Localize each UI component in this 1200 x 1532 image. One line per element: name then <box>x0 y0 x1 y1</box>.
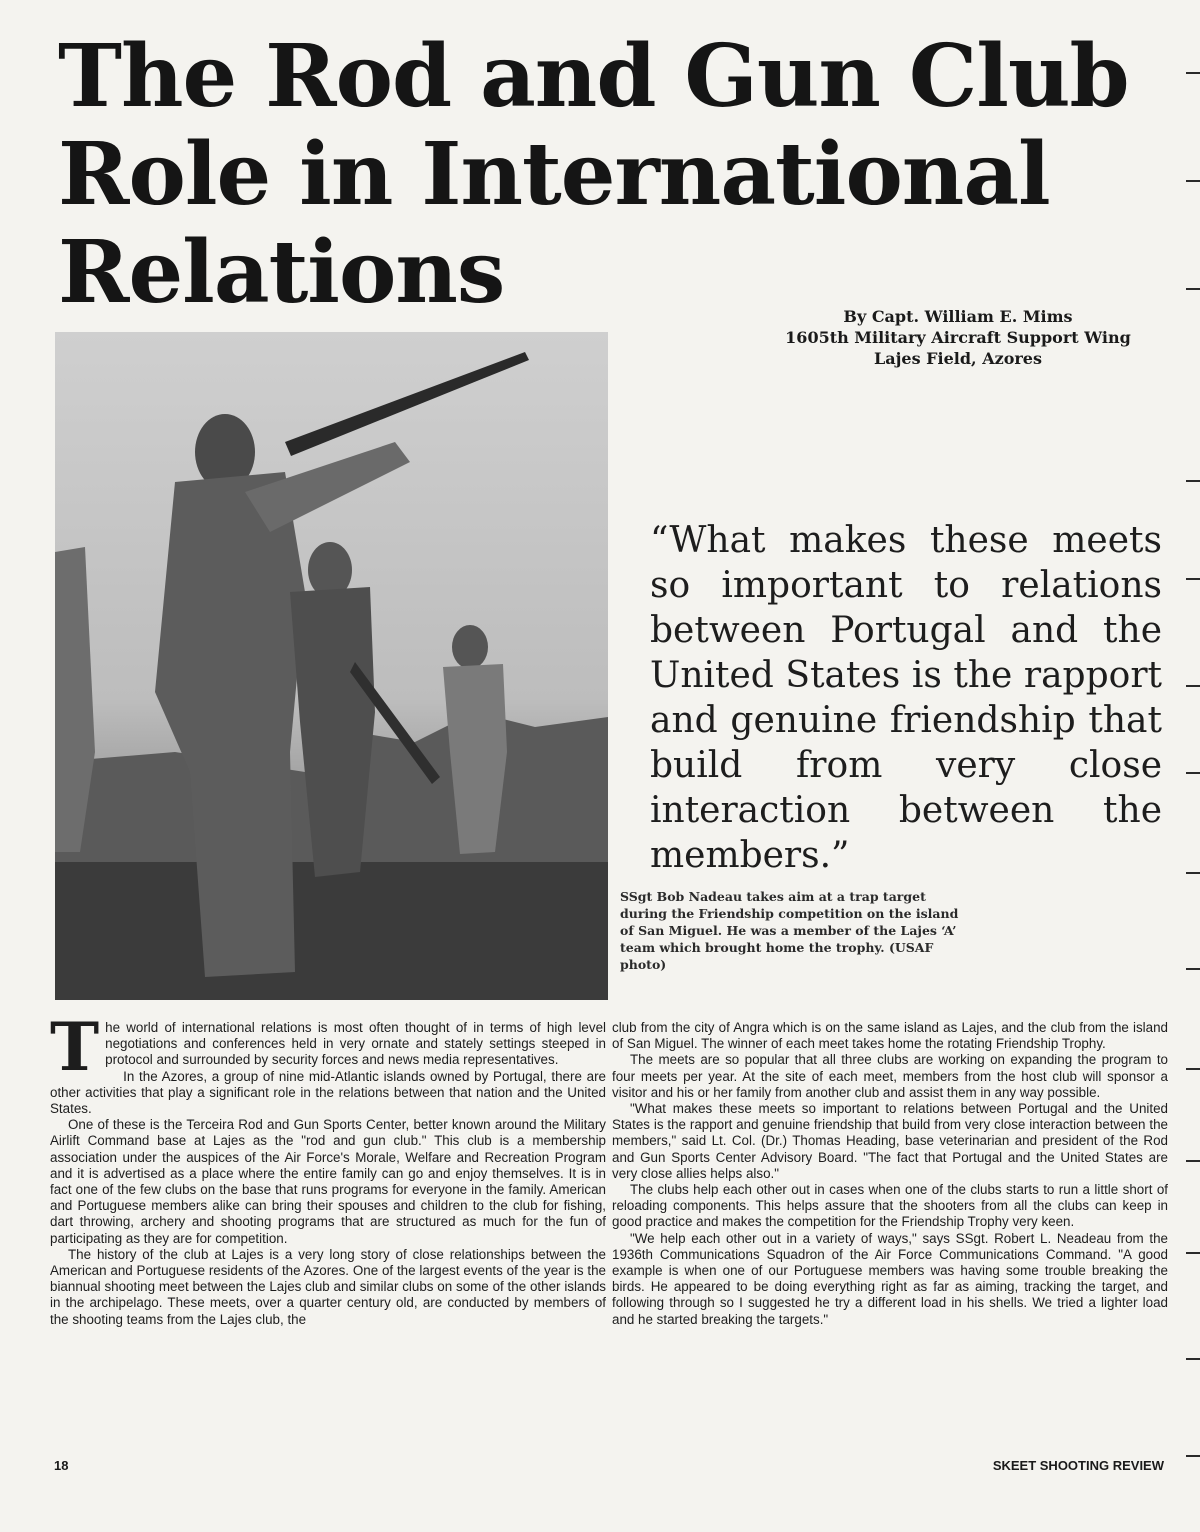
headline-line-3: Relations <box>58 222 505 323</box>
shotgun <box>285 352 529 456</box>
edge-mark <box>1186 1358 1200 1360</box>
body-column-right <box>612 1020 1168 1328</box>
edge-mark <box>1186 72 1200 74</box>
edge-mark <box>1186 1252 1200 1254</box>
byline-unit: 1605th Military Aircraft Support Wing <box>785 328 1131 347</box>
body-paragraph: One of these is the Terceira Rod and Gun Sports Center, better known around the Military Airlift Command base at Lajes as the "rod and gun club." This club is a membership association under the auspices of the Air Force's Morale, Welfare and Recreation Program and it is advertised as a place where the entire family can go and enjoy themselves. It is in fact one of the few clubs on the base that runs programs for everyone in the family. American and Portuguese members alike can bring their spouses and children to the club for fishing, dart throwing, archery and shooting programs that are structured as much for the fun of participating as they are for competition. <box>50 1117 606 1246</box>
third-person-head <box>452 625 488 669</box>
edge-mark <box>1186 578 1200 580</box>
body-paragraph: club from the city of Angra which is on the same island as Lajes, and the club from the island of San Miguel. The winner of each meet takes home the rotating Friendship Trophy. <box>612 1020 1168 1052</box>
body-paragraph: "What makes these meets so important to relations between Portugal and the United States is the rapport and genuine friendship that build from very close interaction between the members," said Lt. Col. (Dr.) Thomas Heading, base veterinarian and president of the Rod and Gun Sports Center Advisory Board. "The fact that Portugal and the United States are very close allies helps also." <box>612 1101 1168 1181</box>
edge-mark <box>1186 872 1200 874</box>
publication-name: SKEET SHOOTING REVIEW <box>992 1458 1164 1473</box>
drop-cap: T <box>50 1008 100 1086</box>
body-paragraph: The clubs help each other out in cases when one of the clubs starts to run a little short of reloading components. This helps assure that the shooters from all the clubs can keep in good practice and makes the competition for the Friendship Trophy very keen. <box>612 1182 1168 1230</box>
edge-mark <box>1186 968 1200 970</box>
edge-mark <box>1186 685 1200 687</box>
body-paragraph: In the Azores, a group of nine mid-Atlantic islands owned by Portugal, there are other activities that play a significant role in the relations between that nation and the United States. <box>50 1068 606 1117</box>
byline-location: Lajes Field, Azores <box>874 349 1042 368</box>
edge-mark <box>1186 180 1200 182</box>
edge-mark <box>1186 1455 1200 1457</box>
page-number: 18 <box>54 1458 69 1473</box>
edge-mark <box>1186 288 1200 290</box>
edge-mark <box>1186 772 1200 774</box>
body-paragraph: The history of the club at Lajes is a very long story of close relationships between the American and Portuguese residents of the Azores. One of the largest events of the year is the biannual shooting meet between the Lajes club and similar clubs on some of the other islands in the archipelago. These meets, over a quarter century old, are conducted by members of the shooting teams from the Lajes club, the <box>50 1246 606 1327</box>
edge-mark <box>1186 480 1200 482</box>
body-paragraph: "We help each other out in a variety of ways," says SSgt. Robert L. Neadeau from the 1936th Communications Squadron of the Air Force Communications Command. "A good example is when one of our Portuguese members was having some trouble breaking the birds. He appeared to be doing everything right as far as aiming, tracking the target, and following through so I suggested he try a different load in his shells. We tried a lighter load and he started breaking the targets." <box>612 1230 1168 1327</box>
photo-illustration <box>55 332 608 1000</box>
headline-line-2: Role in International <box>58 124 1050 225</box>
shooters-photo <box>55 332 608 1000</box>
headline <box>58 28 1158 322</box>
body-column-left <box>50 1008 606 1328</box>
byline-author: By Capt. William E. Mims <box>843 307 1073 326</box>
ground-shape <box>55 862 608 1000</box>
shooter-arm <box>245 442 410 532</box>
edge-mark <box>1186 1068 1200 1070</box>
edge-mark <box>1186 1160 1200 1162</box>
headline-line-1: The Rod and Gun Club <box>58 26 1129 127</box>
body-paragraph: The world of international relations is most often thought of in terms of high level negotiations and conferences held in very ornate and stately settings steeped in protocol and surrounded by security forces and news media representatives. <box>50 1008 606 1086</box>
pull-quote: “What makes these meets so important to relations between Portugal and the United States is the rapport and genuine friendship that build from very close interaction between the members.” <box>650 520 1162 876</box>
photo-caption: SSgt Bob Nadeau takes aim at a trap target during the Friendship competition on the island of San Miguel. He was a member of the Lajes ‘A’ team which brought home the trophy. (USAF photo) <box>620 889 959 972</box>
body-paragraph: The meets are so popular that all three clubs are working on expanding the program to four meets per year. At the site of each meet, members from the host club will sponsor a visitor and his or her family from another club and assist them in any way possible. <box>612 1052 1168 1100</box>
byline <box>748 306 1168 369</box>
